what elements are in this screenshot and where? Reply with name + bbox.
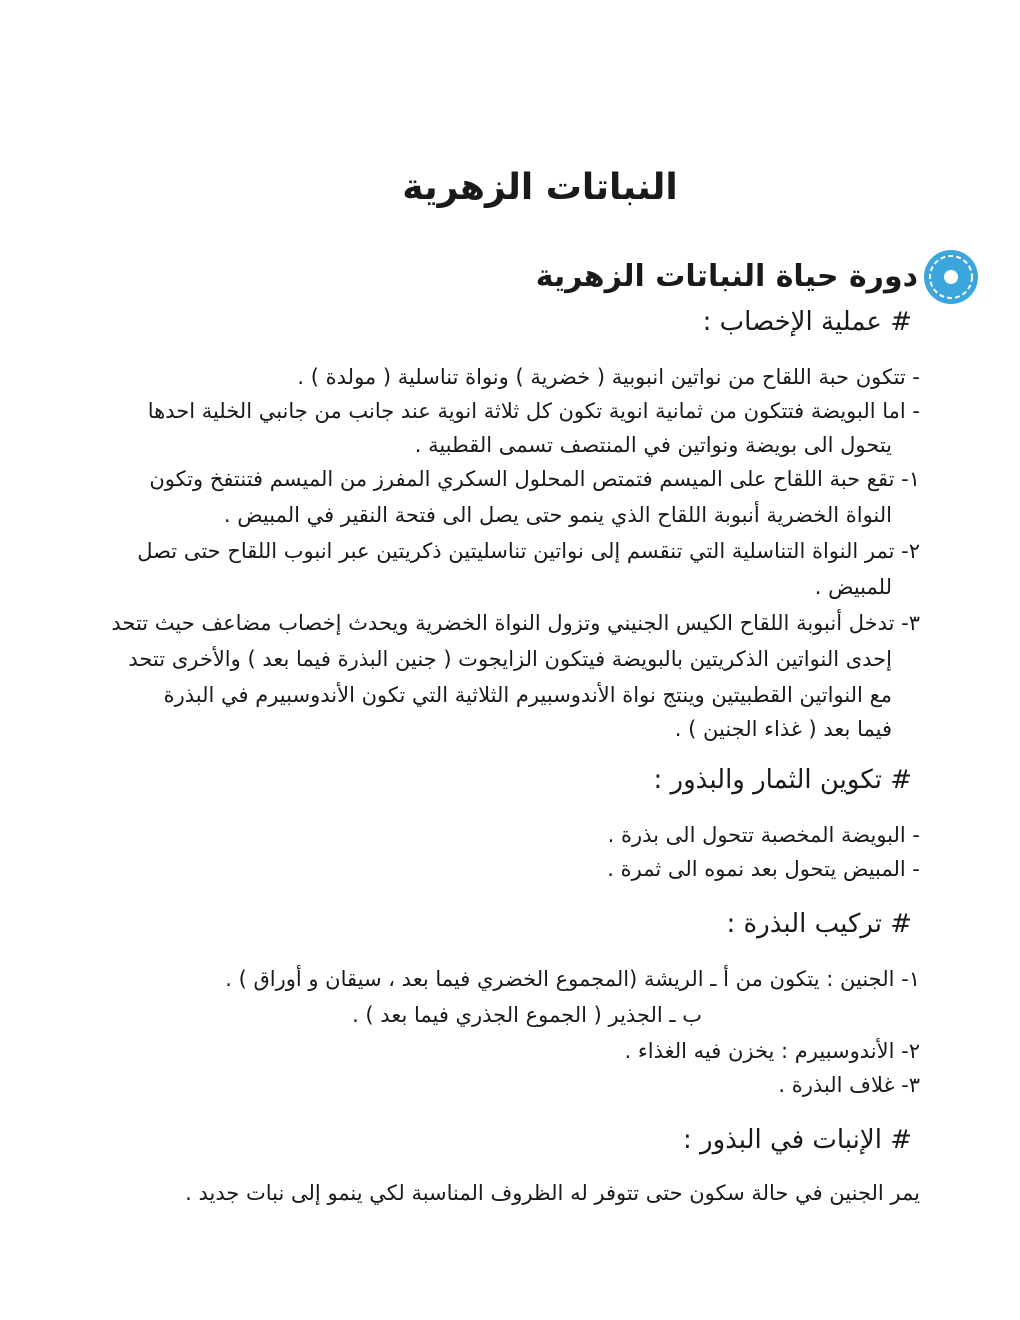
fertilization-line: ١- تقع حبة اللقاح على الميسم فتمتص المحلول السكري المفرز من الميسم فتنتفخ وتكون	[149, 467, 920, 491]
fertilization-line: النواة الخضرية أنبوبة اللقاح الذي ينمو حتى يصل الى فتحة النقير في المبيض .	[223, 503, 892, 527]
seed-structure-line: ٣- غلاف البذرة .	[778, 1073, 920, 1097]
fertilization-line: يتحول الى بويضة ونواتين في المنتصف تسمى القطبية .	[414, 433, 892, 457]
fertilization-line: فيما بعد ( غذاء الجنين ) .	[674, 717, 892, 741]
page-title: النباتات الزهرية	[402, 167, 678, 208]
fertilization-line: إحدى النواتين الذكريتين بالبويضة فيتكون الزايجوت ( جنين البذرة فيما بعد ) والأخرى تتحد	[128, 647, 892, 671]
fertilization-line: للمبيض .	[814, 575, 892, 599]
fertilization-line: ٢- تمر النواة التناسلية التي تنقسم إلى نواتين تناسليتين ذكريتين عبر انبوب اللقاح حتى تصل	[137, 539, 920, 563]
seed-structure-line: ب ـ الجذير ( الجموع الجذري فيما بعد ) .	[352, 1003, 702, 1027]
fertilization-line: ٣- تدخل أنبوبة اللقاح الكيس الجنيني وتزول النواة الخضرية ويحدث إخصاب مضاعف حيث تتحد	[111, 611, 920, 635]
fruits-line: - البويضة المخصبة تتحول الى بذرة .	[607, 823, 920, 847]
fertilization-line: - اما البويضة فتتكون من ثمانية انوية تكون كل ثلاثة انوية عند جانب من جانبي الخلية احدها	[147, 399, 920, 423]
seed-structure-line: ١- الجنين : يتكون من أ ـ الريشة (المجموع الخضري فيما بعد ، سيقان و أوراق ) .	[225, 967, 920, 991]
fertilization-line: - تتكون حبة اللقاح من نواتين انبوبية ( خضرية ) ونواة تناسلية ( مولدة ) .	[297, 365, 920, 389]
section-heading	[536, 248, 980, 306]
fruits-heading: # تكوين الثمار والبذور :	[653, 765, 912, 795]
germination-heading: # الإنبات في البذور :	[683, 1125, 912, 1155]
seed-structure-line: ٢- الأندوسبيرم : يخزن فيه الغذاء .	[624, 1039, 920, 1063]
fertilization-heading: # عملية الإخصاب :	[702, 307, 912, 337]
seed-structure-heading: # تركيب البذرة :	[726, 909, 912, 939]
fruits-line: - المبيض يتحول بعد نموه الى ثمرة .	[607, 857, 920, 881]
section-title: دورة حياة النباتات الزهرية	[535, 259, 918, 294]
fertilization-line: مع النواتين القطبيتين وينتج نواة الأندوسبيرم الثلاثية التي تكون الأندوسبيرم في البذرة	[163, 683, 892, 707]
germination-line: يمر الجنين في حالة سكون حتى تتوفر له الظروف المناسبة لكي ينمو إلى نبات جديد .	[185, 1181, 920, 1205]
target-circle-icon	[922, 248, 980, 306]
